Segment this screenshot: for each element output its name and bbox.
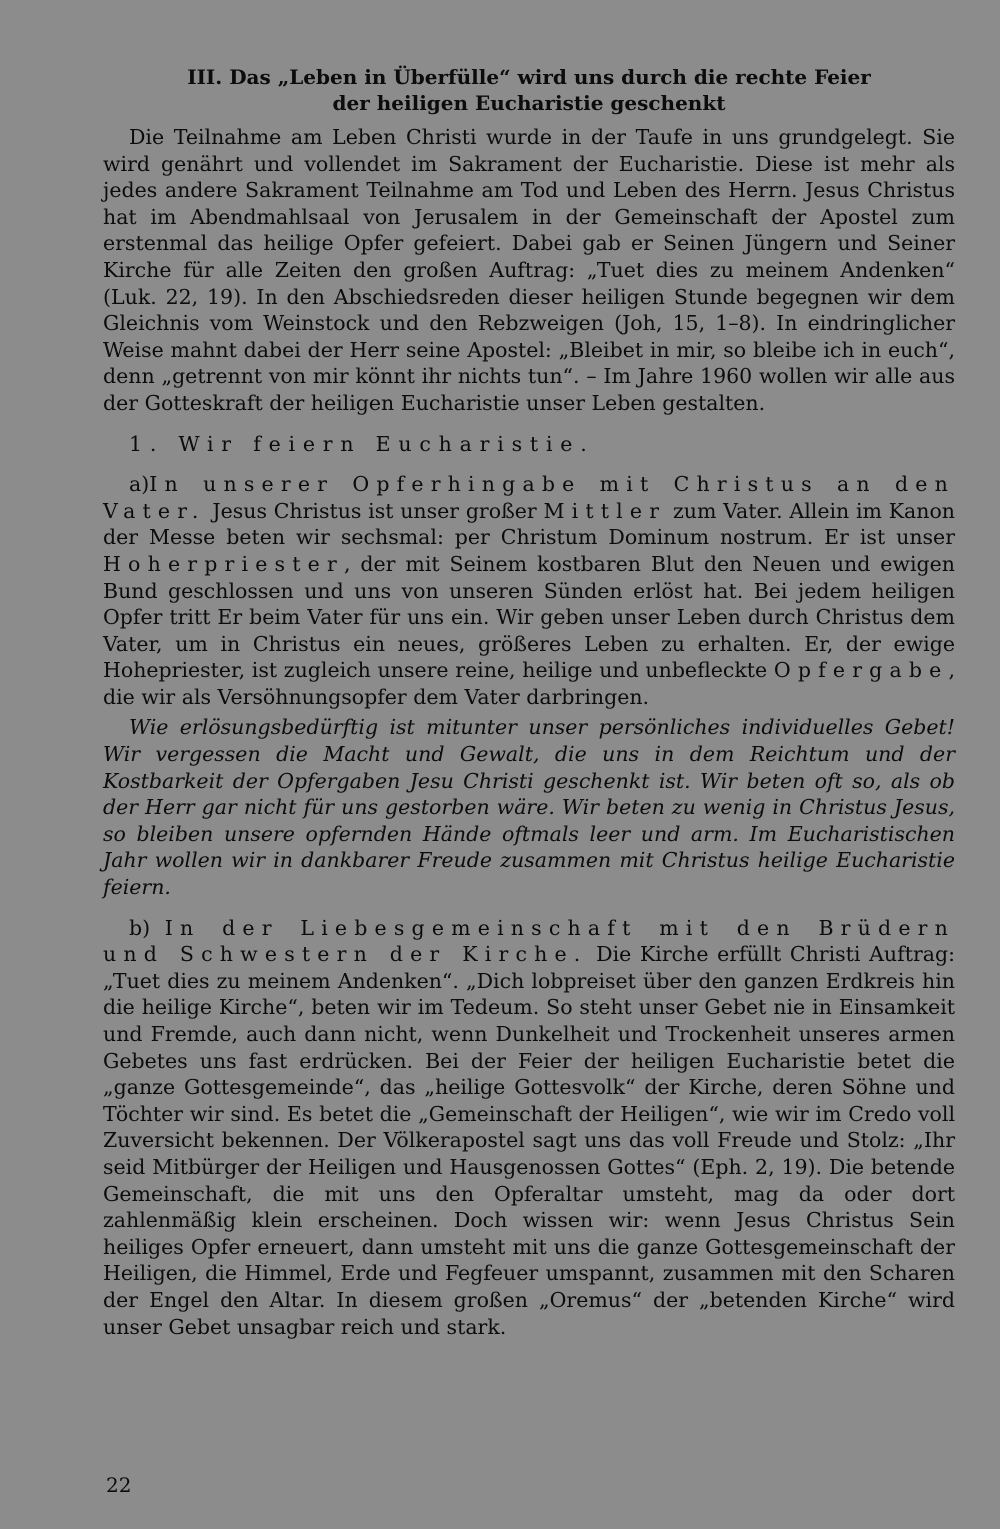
subsection-a-text-2: zum Vater. Allein im Kanon der Messe beten wir sechsmal: per Christum Dominum nostrum. Er ist unser — [103, 498, 955, 550]
italic-paragraph: Wie erlösungsbedürftig ist mitunter unser persönliches individuelles Gebet! Wir vergessen die Macht und Gewalt, die uns in dem Reichtum und der Kostbarkeit der Opfergaben Jesu Christi geschenkt ist. Wir beten oft so, als ob der Herr gar nicht für uns gestorben wäre. Wir beten zu wenig in Christus Jesus, so bleiben unsere opfernden Hände oftmals leer und arm. Im Eucharistischen Jahr wollen wir in dankbarer Freude zusammen mit Christus heilige Eucharistie feiern. — [103, 715, 955, 900]
intro-paragraph: Die Teilnahme am Leben Christi wurde in der Taufe in uns grundgelegt. Sie wird genährt und vollendet im Sakrament der Eucharistie. Diese ist mehr als jedes andere Sakrament Teilnahme am Tod und Leben des Herrn. Jesus Christus hat im Abendmahlsaal von Jerusalem in der Gemeinschaft der Apostel zum erstenmal das heilige Opfer gefeiert. Dabei gab er Seinen Jüngern und Seiner Kirche für alle Zeiten den großen Auftrag: „Tuet dies zu meinem Andenken“ (Luk. 22, 19). In den Abschiedsreden dieser heiligen Stunde begegnen wir dem Gleichnis vom Weinstock und den Rebzweigen (Joh, 15, 1–8). In eindringlicher Weise mahnt dabei der Herr seine Apostel: „Bleibet in mir, so bleibe ich in euch“, denn „getrennt von mir könnt ihr nichts tun“. – Im Jahre 1960 wollen wir alle aus der Gotteskraft der heiligen Eucharistie unser Leben gestalten. — [103, 125, 955, 415]
page-content — [103, 64, 955, 1340]
term-mittler: Mittler — [543, 498, 667, 523]
subsection-b-text: Die Kirche erfüllt Christi Auftrag: „Tuet dies zu meinem Andenken“. „Dich lobpreiset über den ganzen Erdkreis hin die heilige Kirche“, beten wir im Tedeum. So steht unser Gebet nie in Einsamkeit und Fremde, auch dann nicht, wenn Dunkelheit und Trockenheit unseres armen Gebetes uns fast erdrücken. Bei der Feier der heiligen Eucharistie betet die „ganze Gottesgemeinde“, das „heilige Gottesvolk“ der Kirche, deren Söhne und Töchter wir sind. Es betet die „Gemeinschaft der Heiligen“, wie wir im Credo voll Zuversicht bekennen. Der Völkerapostel sagt uns das voll Freude und Stolz: „Ihr seid Mitbürger der Heiligen und Hausgenossen Gottes“ (Eph. 2, 19). Die betende Gemeinschaft, die mit uns den Opferaltar umsteht, mag da oder dort zahlenmäßig klein erscheinen. Doch wissen wir: wenn Jesus Christus Sein heiliges Opfer erneuert, dann umsteht mit uns die ganze Gottesgemeinschaft der Heiligen, die Himmel, Erde und Fegfeuer umspannt, zusammen mit den Scharen der Engel den Altar. In diesem großen „Oremus“ der „betenden Kirche“ wird unser Gebet unsagbar reich und stark. — [103, 942, 956, 1339]
chapter-heading-line-2: der heiligen Eucharistie geschenkt — [332, 91, 726, 115]
page-number: 22 — [106, 1473, 132, 1497]
term-hoherpriester: Hoherpriester — [103, 551, 344, 576]
subsection-a-paragraph — [103, 471, 955, 710]
subsection-a-text-4: , die wir als Versöhnungsopfer dem Vater darbringen. — [103, 658, 955, 709]
subsection-b-paragraph — [103, 915, 955, 1341]
subsection-b-title: In der Liebesgemeinschaft mit den Brüdern und Schwestern der Kirche. — [103, 915, 955, 967]
subsection-a-text-1: Jesus Christus ist unser großer — [205, 498, 544, 523]
chapter-heading — [103, 64, 955, 116]
section-1-heading-text: 1. Wir feiern Eucharistie. — [129, 431, 595, 456]
chapter-heading-line-1: III. Das „Leben in Überfülle“ wird uns durch die rechte Feier — [187, 65, 871, 89]
subsection-a-title: In unserer Opferhingabe mit Christus an den Vater. — [103, 472, 955, 523]
subsection-a-label: a) — [129, 472, 150, 497]
term-opfergabe: Opfergabe — [773, 658, 949, 683]
section-1-heading — [103, 431, 955, 458]
subsection-a-text-3: , der mit Seinem kostbaren Blut den Neuen und ewigen Bund geschlossen und uns von unseren Sünden erlöst hat. Bei jedem heiligen Opfer tritt Er beim Vater für uns ein. Wir geben unser Leben durch Christus dem Vater, um in Christus ein neues, größeres Leben zu erhalten. Er, der ewige Hohepriester, ist zugleich unsere reine, heilige und unbefleckte — [103, 551, 955, 683]
subsection-b-label: b) — [129, 915, 151, 940]
